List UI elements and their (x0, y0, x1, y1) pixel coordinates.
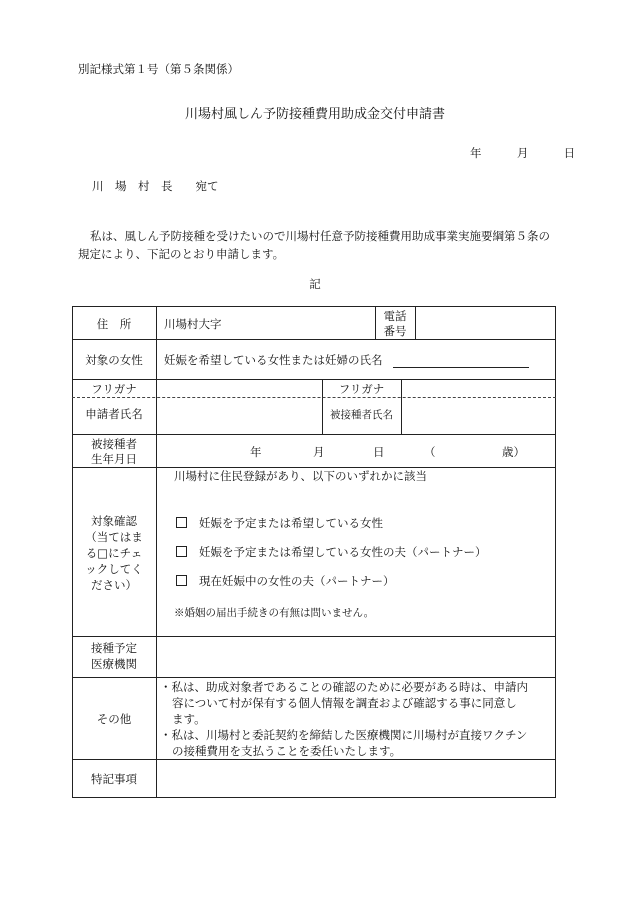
eligibility-lead: 川場村に住民登録があり、以下のいずれかに該当 (174, 469, 427, 483)
eligibility-label-line: 対象確認 (91, 514, 137, 528)
application-table (72, 306, 556, 798)
target-woman-name-line[interactable] (393, 356, 529, 368)
clinic-label-line2: 医療機関 (91, 657, 137, 671)
date-year-label: 年 (470, 146, 482, 160)
applicant-name-label: 申請者氏名 (85, 407, 143, 421)
age-open-paren: （ (424, 445, 436, 459)
clinic-label-line1: 接種予定 (91, 641, 137, 655)
other-label: その他 (96, 712, 132, 726)
other-line: 容について村が保有する個人情報を調査および確認する事に同意し (172, 696, 517, 710)
vaccinee-furigana-label: フリガナ (338, 382, 385, 396)
eligibility-option-label: 妊娠を予定または希望している女性 (199, 516, 383, 530)
applicant-name-field[interactable] (160, 382, 320, 432)
addressee: 川 場 村 長 宛て (92, 179, 219, 193)
birthdate-label-line2: 生年月日 (91, 452, 137, 466)
other-line: ・私は、助成対象者であることの確認のために必要がある時は、申請内 (160, 680, 528, 694)
remarks-field[interactable] (160, 762, 552, 795)
form-number: 別記様式第１号（第５条関係） (78, 62, 239, 76)
birth-year-label: 年 (250, 445, 262, 459)
checkbox[interactable] (176, 575, 187, 586)
birthdate-label-line1: 被接種者 (91, 437, 137, 451)
eligibility-label-line: （当てはま (85, 530, 143, 544)
age-close-label: 歳） (502, 445, 525, 459)
eligibility-option[interactable] (176, 544, 487, 560)
other-consent-text (160, 679, 528, 759)
eligibility-note: ※婚姻の届出手続きの有無は問いません。 (174, 607, 375, 619)
intro-paragraph: 私は、風しん予防接種を受けたいので川場村任意予防接種費用助成事業実施要綱第５条の規定により、下記のとおり申請します。 (78, 229, 550, 261)
checkbox[interactable] (176, 517, 187, 528)
address-label: 住 所 (96, 317, 132, 331)
clinic-field[interactable] (160, 639, 552, 675)
ki-heading: 記 (309, 277, 321, 291)
applicant-furigana-label: フリガナ (91, 382, 137, 396)
other-line: ・私は、川場村と委託契約を締結した医療機関に川場村が直接ワクチン (160, 728, 528, 742)
remarks-label: 特記事項 (91, 772, 137, 786)
date-line (470, 145, 575, 161)
eligibility-label-line: ックしてく (85, 562, 143, 576)
eligibility-option-label: 現在妊娠中の女性の夫（パートナー） (199, 574, 395, 588)
birth-day-label: 日 (373, 445, 385, 459)
vaccinee-name-field[interactable] (405, 382, 553, 432)
eligibility-option-label: 妊娠を予定または希望している女性の夫（パートナー） (199, 545, 487, 559)
eligibility-option[interactable] (176, 573, 395, 589)
checkbox[interactable] (176, 546, 187, 557)
date-day-label: 日 (563, 146, 576, 160)
address-value[interactable]: 川場村大字 (164, 317, 222, 331)
other-line: ます。 (172, 712, 206, 726)
eligibility-label-line: る□にチェ (85, 546, 143, 560)
date-month-label: 月 (516, 146, 529, 160)
target-woman-label: 対象の女性 (85, 353, 143, 367)
birth-month-label: 月 (313, 445, 325, 459)
eligibility-label-line: ださい） (91, 578, 137, 592)
phone-field[interactable] (422, 306, 552, 339)
phone-label-line2: 番号 (383, 324, 407, 338)
eligibility-option[interactable] (176, 515, 383, 531)
document-title: 川場村風しん予防接種費用助成金交付申請書 (184, 107, 445, 122)
target-woman-instruction: 妊娠を希望している女性または妊婦の氏名 (164, 353, 383, 367)
vaccinee-name-label: 被接種者氏名 (330, 409, 393, 421)
phone-label-line1: 電話 (383, 309, 407, 323)
eligibility-label (72, 513, 156, 593)
target-woman-text (164, 352, 529, 368)
other-line: の接種費用を支払うことを委任いたします。 (172, 744, 402, 758)
